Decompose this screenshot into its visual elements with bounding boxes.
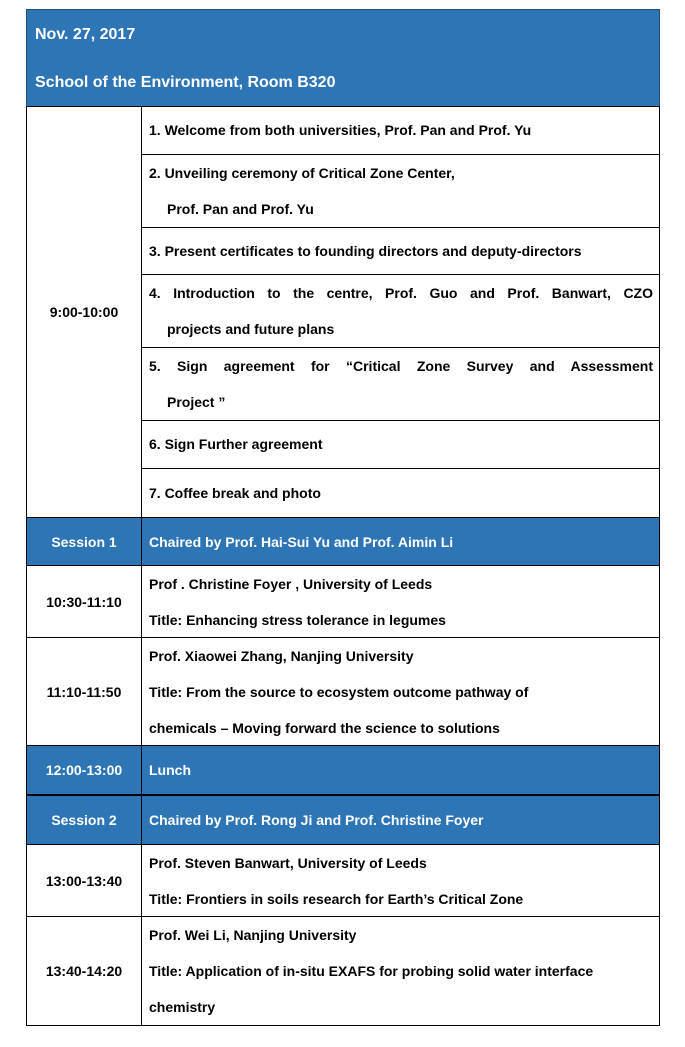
agenda-item-text: 4. Introduction to the centre, Prof. Guo and Prof. Banwart, CZO [149, 285, 653, 301]
talk-details [142, 917, 659, 1025]
agenda-item-text: 5. Sign agreement for “Critical Zone Survey and Assessment [149, 358, 653, 374]
talk-row [26, 566, 660, 638]
agenda-item-text: 1. Welcome from both universities, Prof. Pan and Prof. Yu [149, 122, 532, 139]
opening-row [26, 106, 660, 518]
talk-details [142, 845, 659, 916]
agenda-item-text: Prof. Pan and Prof. Yu [167, 200, 314, 217]
session-chair: Chaired by Prof. Rong Ji and Prof. Christine Foyer [149, 812, 484, 828]
lunch-row [26, 746, 660, 795]
agenda-item [142, 107, 659, 155]
talk-row [26, 845, 660, 917]
lunch-label: Lunch [149, 762, 191, 778]
session-1-header [26, 518, 660, 566]
agenda-item-text: 6. Sign Further agreement [149, 436, 323, 453]
talk-details [142, 566, 659, 637]
agenda-item [142, 155, 659, 228]
talk-details [142, 638, 659, 745]
time-cell: 13:40-14:20 [27, 917, 142, 1025]
agenda-item-text: 2. Unveiling ceremony of Critical Zone Center, [149, 164, 455, 181]
talk-title: Title: Application of in-situ EXAFS for probing solid water interface [149, 963, 594, 979]
speaker: Prof. Wei Li, Nanjing University [149, 927, 357, 943]
time-cell: 10:30-11:10 [27, 566, 142, 637]
speaker: Prof. Xiaowei Zhang, Nanjing University [149, 647, 414, 664]
speaker: Prof. Steven Banwart, University of Leeds [149, 854, 427, 871]
session-label: Session 1 [27, 518, 142, 565]
agenda-item [142, 275, 659, 348]
talk-row [26, 917, 660, 1026]
talk-title: Title: From the source to ecosystem outcome pathway of [149, 683, 529, 700]
session-2-header [26, 795, 660, 845]
session-chair: Chaired by Prof. Hai-Sui Yu and Prof. Aimin Li [149, 533, 454, 550]
time-cell: 13:00-13:40 [27, 845, 142, 916]
agenda-item-text: projects and future plans [167, 321, 335, 337]
agenda-item-text: 7. Coffee break and photo [149, 484, 321, 501]
agenda-item [142, 228, 659, 276]
schedule-header [26, 9, 660, 106]
venue-heading: School of the Environment, Room B320 [35, 74, 336, 91]
talk-row [26, 638, 660, 746]
opening-items [142, 107, 659, 517]
talk-title: chemistry [149, 999, 216, 1015]
time-cell: 12:00-13:00 [27, 746, 142, 794]
agenda-item [142, 421, 659, 469]
talk-title: Title: Enhancing stress tolerance in legumes [149, 611, 446, 628]
agenda-item-text: 3. Present certificates to founding directors and deputy-directors [149, 242, 582, 259]
schedule-table [26, 9, 660, 1026]
speaker: Prof . Christine Foyer , University of Leeds [149, 575, 433, 592]
talk-title: Title: Frontiers in soils research for Earth’s Critical Zone [149, 890, 524, 907]
agenda-item-text: Project ” [167, 394, 226, 410]
talk-title: chemicals – Moving forward the science to solutions [149, 719, 500, 736]
agenda-item [142, 348, 659, 421]
session-label: Session 2 [27, 796, 142, 844]
agenda-item [142, 469, 659, 517]
date-heading: Nov. 27, 2017 [35, 26, 136, 43]
time-cell: 9:00-10:00 [27, 107, 142, 517]
time-cell: 11:10-11:50 [27, 638, 142, 745]
